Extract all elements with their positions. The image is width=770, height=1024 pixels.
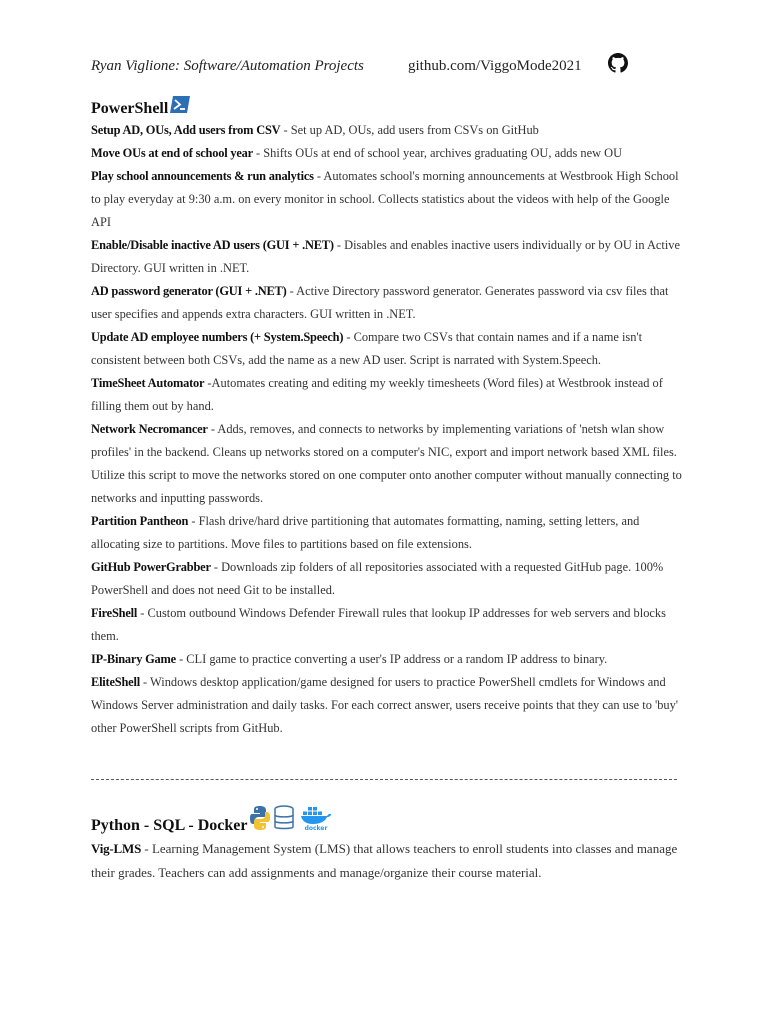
project-description: - Learning Management System (LMS) that allows teachers to enroll students into classes and manage their grades. Teachers can add assignments and manage/organize their course material. (91, 841, 678, 880)
project-description: - Windows desktop application/game designed for users to practice PowerShell cmdlets for Windows and Windows Server administration and daily tasks. For each correct answer, users receive points that they can use to 'buy' other PowerShell scripts from GitHub. (91, 675, 679, 735)
project-name: Move OUs at end of school year (91, 146, 253, 160)
project-name: Vig-LMS (91, 841, 142, 856)
project-entry (91, 142, 683, 165)
project-description: - Adds, removes, and connects to networks by implementing variations of 'netsh wlan show profiles' in the backend. Cleans up networks stored on a computer's NIC, export and import network based XML files. Utilize this script to move the networks stored on one computer onto another computer without manually connecting to networks and inputting passwords. (91, 422, 682, 505)
project-name: AD password generator (GUI + .NET) (91, 284, 287, 298)
project-name: Network Necromancer (91, 422, 208, 436)
project-description: - Custom outbound Windows Defender Firewall rules that lookup IP addresses for web servers and blocks them. (91, 606, 666, 643)
project-name: Enable/Disable inactive AD users (GUI + .NET) (91, 238, 334, 252)
database-icon (273, 805, 295, 836)
project-entry (91, 418, 683, 510)
project-entry (91, 510, 683, 556)
python-section-title (91, 803, 333, 836)
project-entry (91, 119, 683, 142)
page-header (91, 56, 691, 80)
docker-label: docker (305, 825, 328, 831)
project-description: - Set up AD, OUs, add users from CSVs on GitHub (280, 123, 539, 137)
project-entry (91, 280, 683, 326)
project-name: FireShell (91, 606, 138, 620)
powershell-heading: PowerShell (91, 100, 169, 117)
project-entry (91, 602, 683, 648)
project-description: - Downloads zip folders of all repositories associated with a requested GitHub page. 100% PowerShell and does not need Git to be installed. (91, 560, 664, 597)
project-entry (91, 165, 683, 234)
project-name: Play school announcements & run analytics (91, 169, 314, 183)
python-icon (249, 805, 271, 836)
project-entry (91, 837, 683, 885)
project-name: Setup AD, OUs, Add users from CSV (91, 123, 281, 137)
docker-icon (299, 803, 333, 836)
author-title: Ryan Viglione: Software/Automation Projects (91, 58, 364, 74)
python-heading: Python - SQL - Docker (91, 817, 248, 834)
project-description: - Automates school's morning announcements at Westbrook High School to play everyday at 9:30 a.m. on every monitor in school. Collects statistics about the videos with help of the Google API (91, 169, 679, 229)
powershell-section-title (91, 96, 190, 118)
project-name: IP-Binary Game (91, 652, 176, 666)
project-entry (91, 326, 683, 372)
project-description: - Active Directory password generator. Generates password via csv files that user specifies and appends extra characters. GUI written in .NET. (91, 284, 669, 321)
powershell-projects (91, 119, 683, 740)
project-name: TimeSheet Automator (91, 376, 205, 390)
powershell-icon (170, 96, 190, 118)
project-name: GitHub PowerGrabber (91, 560, 211, 574)
project-entry (91, 648, 683, 671)
project-description: - CLI game to practice converting a user's IP address or a random IP address to binary. (175, 652, 608, 666)
github-icon[interactable] (608, 53, 630, 75)
project-description: -Automates creating and editing my weekly timesheets (Word files) at Westbrook instead of filling them out by hand. (91, 376, 663, 413)
project-entry (91, 671, 683, 740)
python-projects (91, 837, 683, 885)
project-description: - Compare two CSVs that contain names and if a name isn't consistent between both CSVs, add the name as a new AD user. Script is narrated with System.Speech. (91, 330, 643, 367)
project-entry (91, 556, 683, 602)
project-description: - Shifts OUs at end of school year, archives graduating OU, adds new OU (252, 146, 623, 160)
project-name: Partition Pantheon (91, 514, 189, 528)
project-name: EliteShell (91, 675, 140, 689)
project-description: - Flash drive/hard drive partitioning that automates formatting, naming, setting letters, and allocating size to partitions. Move files to partitions based on file extensions. (91, 514, 640, 551)
project-description: - Disables and enables inactive users individually or by OU in Active Directory. GUI written in .NET. (91, 238, 680, 275)
project-entry (91, 234, 683, 280)
project-entry (91, 372, 683, 418)
project-name: Update AD employee numbers (+ System.Speech) (91, 330, 344, 344)
section-divider (91, 779, 677, 780)
github-link[interactable]: github.com/ViggoMode2021 (408, 58, 582, 74)
